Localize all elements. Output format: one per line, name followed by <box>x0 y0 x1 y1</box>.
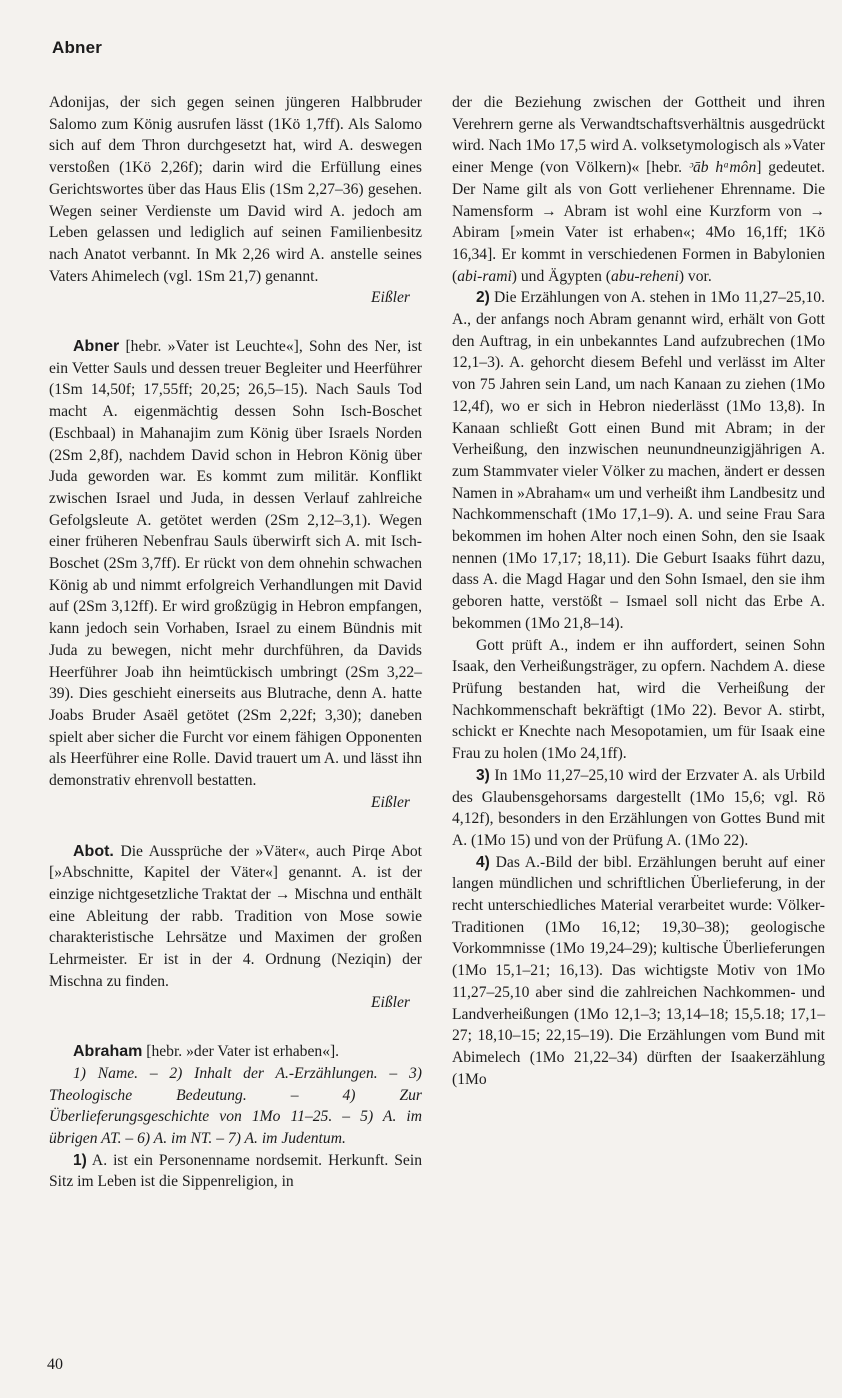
entry-abner <box>49 336 422 792</box>
author-signature: Eißler <box>371 994 410 1012</box>
entry-abner-text: [hebr. »Vater ist Leuchte«], Sohn des Ner, ist ein Vetter Sauls und dessen treuer Begleiter und Heerführer (1Sm 14,50f; 17,55ff; 20,25; 26,5–15). Nach Sauls Tod macht A. eigenmächtig dessen Sohn Isch-Boschet (Eschbaal) in Mahanajim zum König über Israels Norden (2Sm 2,8f), nachdem David schon in Hebron König über Juda geworden war. Es kommt zum militär. Konflikt zwischen Israel und Juda, in dessen Verlauf zahlreiche Gefolgsleute A. getötet werden (2Sm 2,12–3,1). Wegen einer früheren Nebenfrau Sauls überwirft sich A. mit Isch-Boschet (2Sm 3,7ff). Er rückt von dem ohnehin schwachen König ab und nimmt erfolgreich Verhandlungen mit David auf (2Sm 3,12ff). Er wird großzügig in Hebron empfangen, kann jedoch sein Vorhaben, Israel zu einem Bündnis mit Juda zu bewegen, nicht mehr durchführen, da Davids Heerführer Joab ihn heimtückisch umbringt (2Sm 3,22–39). Dies geschieht einerseits aus Blutrache, denn A. hatte Joabs Bruder Asaël getötet (2Sm 2,22f; 3,30); daneben spielt aber sicher die Furcht vor einem fähigen Opponenten als Heerführer eine Rolle. David trauert um A. und lässt ihn demonstrativ ehrenvoll bestatten. <box>49 338 422 790</box>
entry-abraham-etymology: [hebr. »der Vater ist erhaben«]. <box>142 1043 340 1061</box>
headword-abraham: Abraham <box>73 1043 143 1061</box>
babylonian-form: abi-rami <box>457 267 512 285</box>
section-number: 4) <box>476 853 490 871</box>
right-column <box>452 92 825 1090</box>
section-4-text: Das A.-Bild der bibl. Erzählungen beruht auf einer langen mündlichen und schriftlichen Überlieferung, in der recht unterschiedliches Material verarbeitet wurde: Völker-Traditionen (1Mo 16,12; 19,30–38); geologische Vorkommnisse (1Mo 19,24–29); kultische Überlieferungen (1Mo 15,1–21; 16,13). Das wichtigste Motiv von 1Mo 11,27–25,10 aber sind die zahlreichen Nachkommen- und Landverheißungen (1Mo 12,1–3; 13,14–18; 15,5.18; 17,1–27; 18,10–15; 22,15–19). Die Erzählungen vom Bund mit Abimelech (1Mo 21,22–34) dürften der Isaakerzählung (1Mo <box>452 853 825 1088</box>
section-3-text: In 1Mo 11,27–25,10 wird der Erzvater A. als Urbild des Glaubensgehorsams dargestellt (1Mo 15,6; vgl. Rö 4,12f), besonders in den Erzählungen von Gottes Bund mit A. (1Mo 15) und von der Prüfung A. (1Mo 22). <box>452 766 825 849</box>
headword-abot: Abot. <box>73 842 114 860</box>
section-1-continuation: der die Beziehung zwischen der Gottheit und ihren Verehrern gerne als Verwandtschaftsverhältnis ausgedrückt wird. Nach 1Mo 17,5 wird A. volksetymologisch als »Vater einer Menge (von Völkern)« [hebr. ᵓāb hᵃmôn] gedeutet. Der Name gilt als von Gott verliehener Ehrenname. Die Namensform → Abram ist wohl eine Kurzform von → Abiram [»mein Vater ist erhaben«; 4Mo 16,1ff; 1Kö 16,34]. Er kommt in verschiedenen Formen in Babylonien (abi-rami) und Ägypten (abu-reheni) vor. <box>452 94 825 285</box>
section-2 <box>452 287 825 634</box>
entry-abot <box>49 841 422 993</box>
egyptian-form: abu-reheni <box>610 267 679 285</box>
section-2-paragraph-2: Gott prüft A., indem er ihn auffordert, seinen Sohn Isaak, den Verheißungsträger, zu opfern. Nachdem A. diese Prüfung bestanden hat, wird die Verheißung der Nachkommenschaft bekräftigt (1Mo 22). Bevor A. stirbt, schickt er Knechte nach Mesopotamien, um für Isaak eine Frau zu holen (1Mo 24,1ff). <box>452 636 825 763</box>
hebrew-transliteration: ᵓāb hᵃmôn <box>688 159 757 177</box>
entry-abraham-outline: 1) Name. – 2) Inhalt der A.-Erzählungen. – 3) Theologische Bedeutung. – 4) Zur Überlieferungsgeschichte von 1Mo 11–25. – 5) A. im übrigen AT. – 6) A. im NT. – 7) A. im Judentum. <box>49 1064 422 1147</box>
headword-abner: Abner <box>73 338 120 356</box>
section-number: 2) <box>476 289 490 307</box>
entry-continuation: Adonijas, der sich gegen seinen jüngeren Halbbruder Salomo zum König ausrufen lässt (1Kö 1,7ff). Als Salomo sich auf dem Thron durchgesetzt hat, wird A. deswegen verstoßen (1Kö 2,26f); darin wird die Erfüllung eines Gerichtswortes über das Haus Elis (1Sm 2,27–36) gesehen. Wegen seiner Verdienste um David wird A. jedoch am Leben gelassen und lediglich auf seinen Familienbesitz nach Anatot verbannt. In Mk 2,26 wird A. anstelle seines Vaters Ahimelech (vgl. 1Sm 21,7) genannt. <box>49 94 422 285</box>
page-number: 40 <box>47 1356 63 1373</box>
section-1 <box>49 1150 422 1193</box>
section-number: 1) <box>73 1151 87 1169</box>
author-signature: Eißler <box>371 793 410 811</box>
running-head: Abner <box>52 38 103 57</box>
section-number: 3) <box>476 766 490 784</box>
left-column <box>49 92 422 1193</box>
section-4 <box>452 852 825 1091</box>
section-2-text: Die Erzählungen von A. stehen in 1Mo 11,27–25,10. A., der anfangs noch Abram genannt wird, erhält von Gott den Auftrag, in ein unbekanntes Land aufzubrechen (1Mo 12,1–3). A. gehorcht diesem Befehl und verlässt im Alter von 75 Jahren sein Land, um nach Kanaan zu ziehen (1Mo 12,4f), wo er sich in Hebron niederlässt (1Mo 13,8). In Kanaan schließt Gott einen Bund mit Abram; in der Verheißung, den inzwischen neunundneunzigjährigen A. zum Stammvater vieler Völker zu machen, ändert er dessen Namen in »Abraham« um und verheißt ihm Landbesitz und Nachkommenschaft (1Mo 17,1–9). A. und seine Frau Sara bekommen im hohen Alter noch einen Sohn, den sie Isaak nennen (1Mo 17,17; 18,11). Die Geburt Isaaks führt dazu, dass A. die Magd Hagar und den Sohn Ismael, den sie ihm geboren hatte, verstößt – Ismael soll nicht das Erbe A. bekommen (1Mo 21,8–14). <box>452 289 825 632</box>
author-signature: Eißler <box>371 289 410 307</box>
entry-abraham <box>49 1041 422 1063</box>
entry-abot-text: Die Aussprüche der »Väter«, auch Pirqe Abot [»Abschnitte, Kapitel der Väter«] genannt. A. ist der einzige nichtgesetzliche Traktat der → Mischna und enthält eine Ableitung der rabb. Tradition von Mose sowie charakteristische Lehrsätze und Maximen der großen Lehrmeister. Er ist in der 4. Ordnung (Neziqin) der Mischna zu finden. <box>49 842 422 990</box>
section-3 <box>452 765 825 852</box>
section-1-text: A. ist ein Personenname nordsemit. Herkunft. Sein Sitz im Leben ist die Sippenreligion, in <box>49 1151 422 1191</box>
